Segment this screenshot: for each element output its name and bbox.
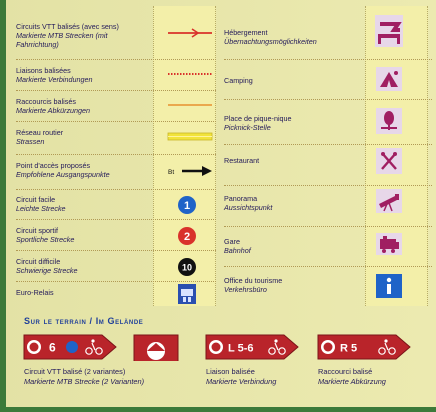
label-fr: Euro-Relais [16, 288, 54, 297]
label-de: Markierte Verbindungen [16, 75, 93, 84]
black-circle-badge [176, 256, 198, 278]
label-de: Bahnhof [224, 246, 251, 255]
label-de: Markierte MTB Strecke (2 Varianten) [24, 376, 145, 386]
label-fr: Circuit VTT balisé (2 variantes) [24, 367, 126, 376]
legend-panel [10, 4, 426, 307]
variant-sign [132, 333, 180, 361]
label-fr: Camping [224, 76, 253, 85]
access-point-code: Bt [168, 169, 175, 176]
picnic-icon [375, 107, 403, 135]
binoculars-icon [375, 188, 403, 214]
section-title: Sur le terrain / Im Gelände [24, 316, 144, 326]
label-de: Markierte Verbindung [206, 376, 277, 386]
train-icon [375, 232, 403, 256]
label-de: Aussichtspunkt [224, 203, 273, 212]
restaurant-icon [375, 147, 403, 175]
label-de: Markierte Abkürzung [318, 376, 386, 386]
tent-icon [375, 66, 403, 92]
label-fr: Circuit facile [16, 195, 56, 204]
label-fr: Réseau routier [16, 128, 64, 137]
label-fr: Panorama [224, 194, 258, 203]
link-sign [204, 333, 300, 361]
red-dotted-line-icon [164, 68, 216, 80]
link-sign-caption [206, 367, 306, 386]
label-de: Verkehrsbüro [224, 285, 267, 294]
bed-icon [374, 14, 404, 48]
yellow-road-icon [164, 131, 216, 143]
shortcut-sign-caption [318, 367, 423, 386]
access-arrow-icon [164, 164, 218, 178]
blue-circle-badge [176, 194, 198, 216]
shortcut-sign-code: R 5 [340, 342, 358, 355]
easy-number: 1 [183, 200, 191, 212]
label-de: Leichte Strecke [16, 204, 66, 213]
info-icon [375, 273, 403, 299]
label-de: Strassen [16, 137, 45, 146]
mtb-route-sign [22, 333, 118, 361]
link-sign-code: L 5-6 [228, 342, 254, 355]
label-fr: Liaisons balisées [16, 66, 71, 75]
mtb-route-sign-number: 6 [49, 340, 56, 355]
label-fr: Hébergement [224, 28, 268, 37]
shortcut-sign [316, 333, 412, 361]
euro-relais-icon [177, 283, 197, 305]
label-de: Übernachtungsmöglichkeiten [224, 37, 317, 46]
label-fr: Gare [224, 237, 240, 246]
green-border-bottom [0, 407, 436, 412]
green-border-left [0, 0, 6, 412]
label-fr: Circuits VTT balisés (avec sens) [16, 22, 119, 31]
label-fr: Liaison balisée [206, 367, 255, 376]
label-fr: Raccourci balisé [318, 367, 373, 376]
label-de: Sportliche Strecke [16, 235, 75, 244]
label-de: Empfohlene Ausgangspunkte [16, 170, 110, 179]
label-de: Markierte Abkürzungen [16, 106, 91, 115]
label-de: Markierte MTB Strecken (mit Fahrrichtung) [16, 31, 108, 49]
label-fr: Office du tourisme [224, 276, 283, 285]
label-de: Schwierige Strecke [16, 266, 78, 275]
label-de: Picknick-Stelle [224, 123, 271, 132]
difficult-number: 10 [181, 262, 193, 273]
sport-number: 2 [183, 231, 191, 243]
red-arrow-line-icon [164, 26, 216, 40]
orange-line-icon [164, 99, 216, 111]
mtb-route-sign-caption [24, 367, 164, 386]
label-fr: Raccourcis balisés [16, 97, 76, 106]
label-fr: Restaurant [224, 156, 260, 165]
label-fr: Circuit difficile [16, 257, 61, 266]
label-fr: Point d'accès proposés [16, 161, 91, 170]
red-circle-badge [176, 225, 198, 247]
label-fr: Place de pique-nique [224, 114, 292, 123]
label-fr: Circuit sportif [16, 226, 58, 235]
